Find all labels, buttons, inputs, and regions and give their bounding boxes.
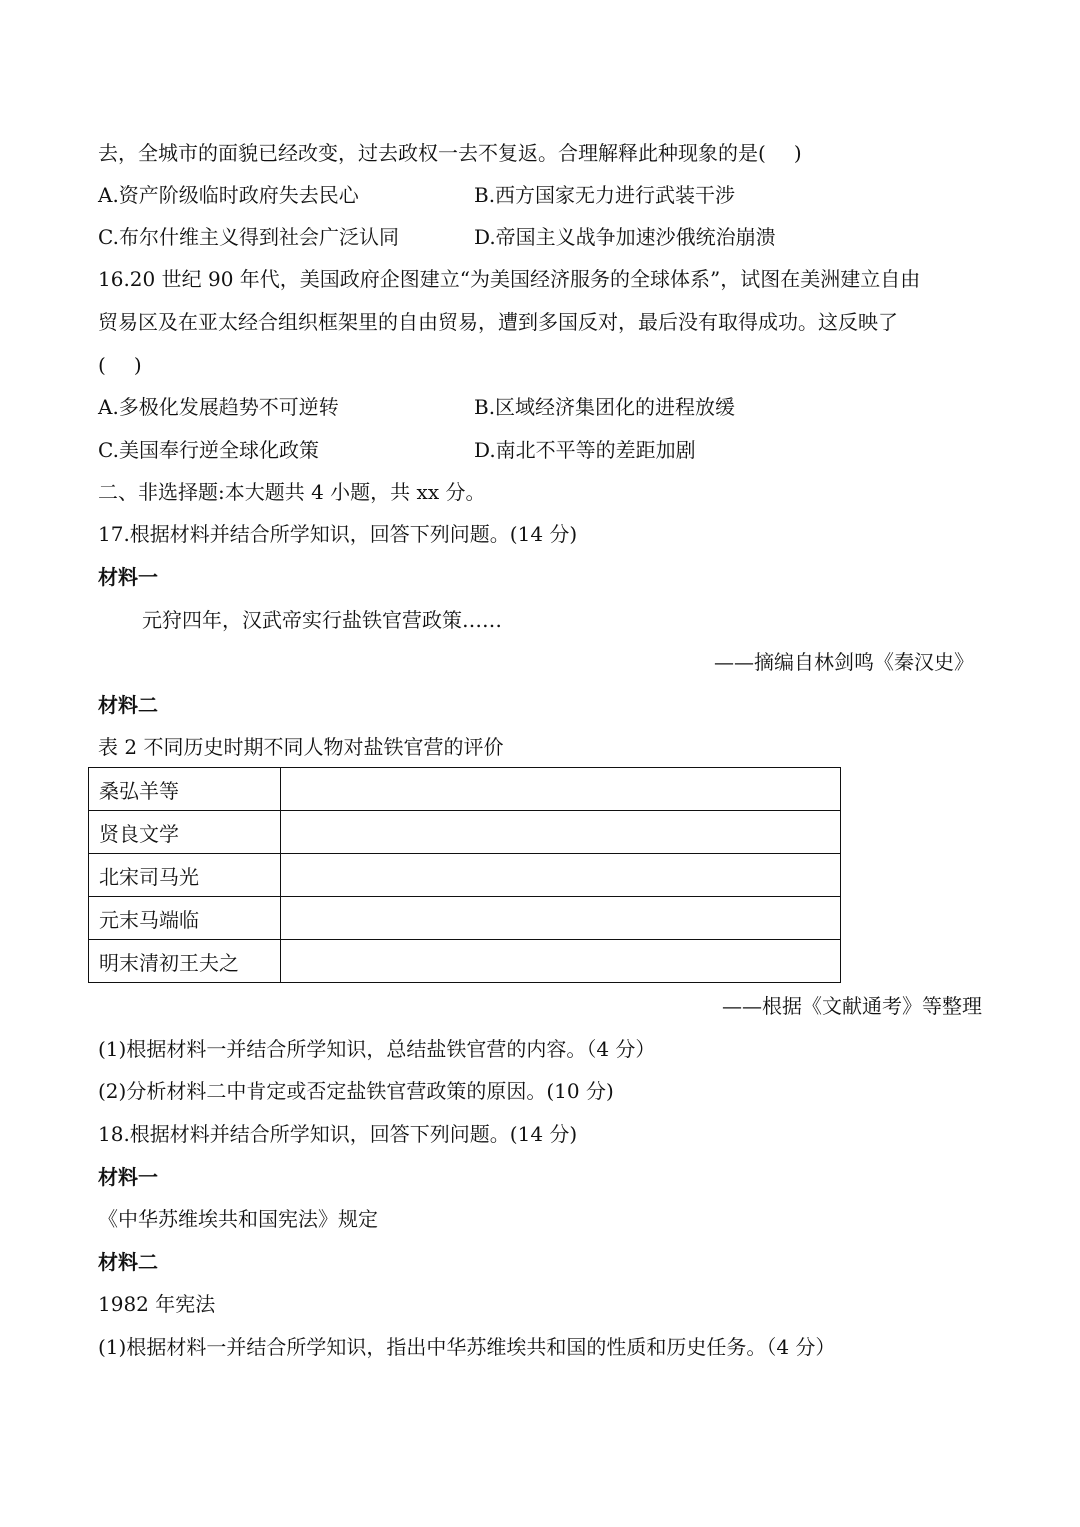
q18-material2-text: 1982 年宪法 <box>98 1292 216 1316</box>
q16-option-c: C.美国奉行逆全球化政策 <box>98 438 319 462</box>
q16-option-a: A.多极化发展趋势不可逆转 <box>98 395 339 419</box>
table-cell-evaluation <box>281 768 841 811</box>
q16-answer-paren: ( ) <box>98 353 142 377</box>
q15-option-c: C.布尔什维主义得到社会广泛认同 <box>98 225 399 249</box>
q15-option-a: A.资产阶级临时政府失去民心 <box>98 183 359 207</box>
q18-material1-text: 《中华苏维埃共和国宪法》规定 <box>98 1207 378 1231</box>
q17-sub-question-2: (2)分析材料二中肯定或否定盐铁官营政策的原因。(10 分) <box>98 1079 614 1103</box>
q17-evaluation-table <box>88 767 841 983</box>
q15-stem-tail: 去，全城市的面貌已经改变，过去政权一去不复返。合理解释此种现象的是( ) <box>98 141 802 165</box>
table-cell-evaluation <box>281 811 841 854</box>
table-cell-person: 元末马端临 <box>89 897 281 940</box>
q18-material2-label: 材料二 <box>98 1250 158 1274</box>
q17-material1-text: 元狩四年，汉武帝实行盐铁官营政策…… <box>142 608 502 632</box>
table-row <box>89 940 841 983</box>
table-cell-person: 明末清初王夫之 <box>89 940 281 983</box>
q17-material1-source: ——摘编自林剑鸣《秦汉史》 <box>714 650 974 674</box>
table-cell-evaluation <box>281 854 841 897</box>
q17-sub-question-1: (1)根据材料一并结合所学知识，总结盐铁官营的内容。（4 分） <box>98 1037 656 1061</box>
table-cell-person: 桑弘羊等 <box>89 768 281 811</box>
table-row <box>89 811 841 854</box>
q17-table-caption: 表 2 不同历史时期不同人物对盐铁官营的评价 <box>98 735 504 759</box>
table-row <box>89 854 841 897</box>
table-row <box>89 897 841 940</box>
q17-material1-label: 材料一 <box>98 565 158 589</box>
q17-material2-label: 材料二 <box>98 693 158 717</box>
q18-title: 18.根据材料并结合所学知识，回答下列问题。(14 分) <box>98 1122 578 1146</box>
q16-option-b: B.区域经济集团化的进程放缓 <box>474 395 736 419</box>
table-cell-evaluation <box>281 897 841 940</box>
q16-option-d: D.南北不平等的差距加剧 <box>474 438 696 462</box>
q16-stem-line1: 16.20 世纪 90 年代，美国政府企图建立“为美国经济服务的全球体系”，试图在美洲建立自由 <box>98 267 921 291</box>
table-cell-person: 北宋司马光 <box>89 854 281 897</box>
q17-table-source: ——根据《文献通考》等整理 <box>722 994 982 1018</box>
q18-sub-question-1: (1)根据材料一并结合所学知识，指出中华苏维埃共和国的性质和历史任务。（4 分） <box>98 1335 836 1359</box>
table-cell-evaluation <box>281 940 841 983</box>
q16-stem-line2: 贸易区及在亚太经合组织框架里的自由贸易，遭到多国反对，最后没有取得成功。这反映了 <box>98 310 898 334</box>
section2-heading: 二、非选择题:本大题共 4 小题，共 xx 分。 <box>98 480 486 504</box>
q15-option-d: D.帝国主义战争加速沙俄统治崩溃 <box>474 225 776 249</box>
q17-title: 17.根据材料并结合所学知识，回答下列问题。(14 分) <box>98 522 578 546</box>
q18-material1-label: 材料一 <box>98 1165 158 1189</box>
q15-option-b: B.西方国家无力进行武装干涉 <box>474 183 736 207</box>
table-row <box>89 768 841 811</box>
table-cell-person: 贤良文学 <box>89 811 281 854</box>
